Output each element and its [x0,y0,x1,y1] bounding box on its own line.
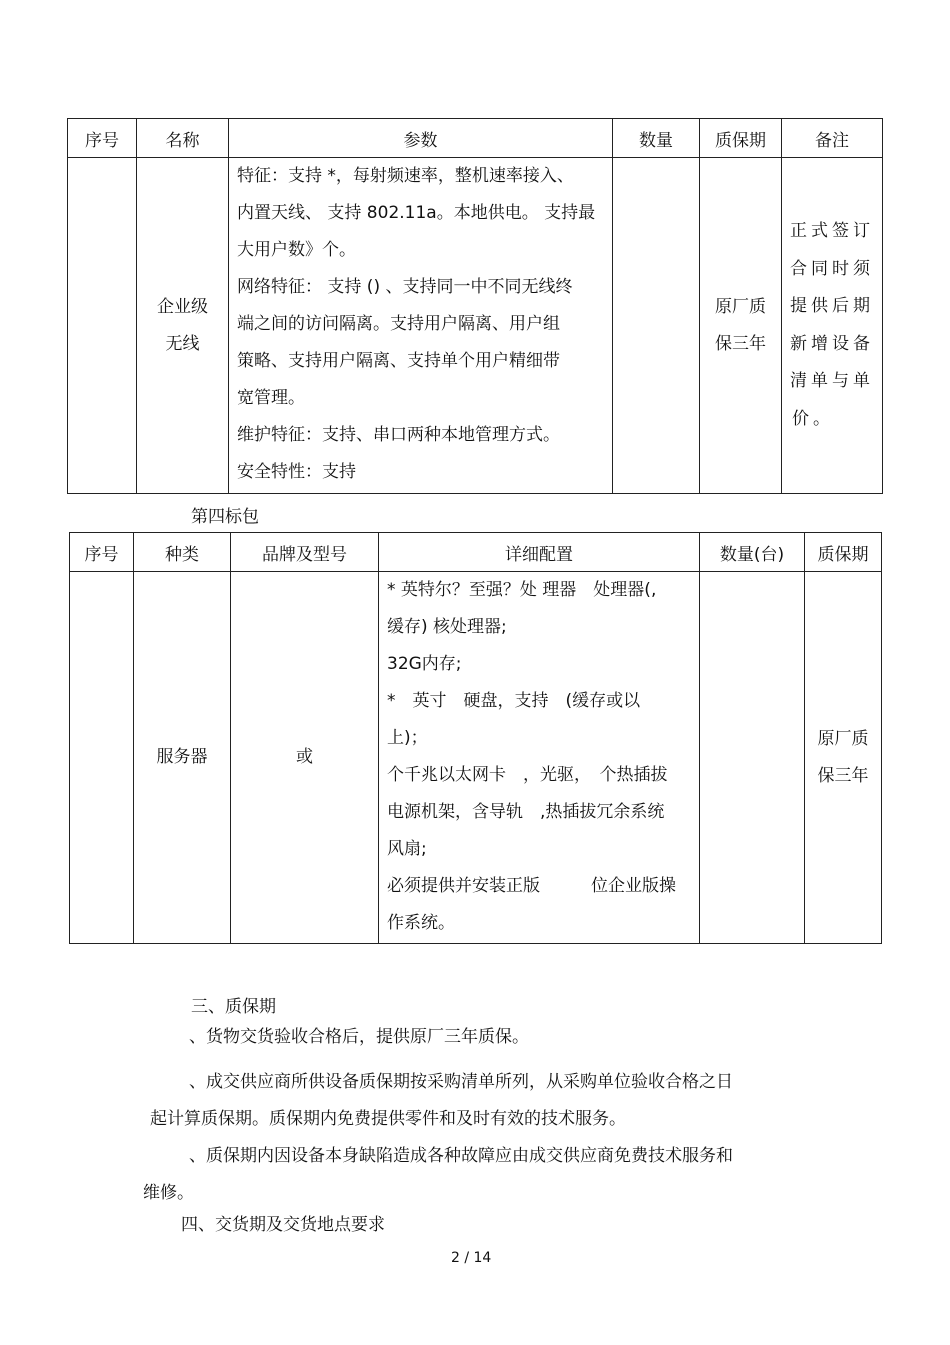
cell-index [70,572,134,944]
col-quantity: 数量 [613,119,700,158]
col-index: 序号 [70,533,134,572]
section4-title: 四、交货期及交货地点要求 [181,1215,385,1235]
paragraph-item1: 、货物交货验收合格后，提供原厂三年质保。 [189,1027,529,1047]
col-remark: 备注 [782,119,883,158]
cell-category: 服务器 [134,572,231,944]
cell-index [68,158,137,494]
table-row [68,158,883,494]
col-params: 参数 [229,119,613,158]
package-title: 第四标包 [191,507,259,527]
table-wireless [67,118,883,494]
table-header-row [68,119,883,158]
col-brand: 品牌及型号 [231,533,379,572]
cell-warranty: 原厂质 保三年 [700,158,782,494]
cell-config: * 英特尔？至强？处 理器 处理器(, 缓存) 核处理器; 32G内存; * 英寸 硬盘，支持 (缓存或以 上)； 个千兆以太网卡 ，光驱， 个热插拔 电源机架，含导轨 ,热插拔冗余系统 风扇; 必须提供并安装正版 位企业版操 作系统。 [379,572,700,944]
paragraph-item2-line2: 起计算质保期。质保期内免费提供零件和及时有效的技术服务。 [150,1109,626,1129]
cell-remark: 正式签订 合同时须 提供后期 新增设备 清单与单 价。 [782,158,883,494]
table-header-row [70,533,882,572]
paragraph-item3-line2: 维修。 [143,1183,194,1203]
cell-quantity [700,572,805,944]
cell-name: 企业级 无线 [137,158,229,494]
cell-quantity [613,158,700,494]
col-quantity: 数量(台) [700,533,805,572]
table-server [69,532,882,944]
page-number: 2 / 14 [451,1250,492,1266]
col-category: 种类 [134,533,231,572]
paragraph-item2-line1: 、成交供应商所供设备质保期按采购清单所列，从采购单位验收合格之日 [189,1072,733,1092]
col-warranty: 质保期 [700,119,782,158]
col-name: 名称 [137,119,229,158]
col-warranty: 质保期 [805,533,882,572]
cell-warranty: 原厂质 保三年 [805,572,882,944]
section3-title: 三、质保期 [191,997,276,1017]
cell-params: 特征：支持 *，每射频速率，整机速率接入、 内置天线、 支持 802.11a。本地供电。 支持最 大用户数》个。 网络特征： 支持 () 、支持同一中不同无线终 端之间的访问隔离。支持用户隔离、用户组 策略、支持用户隔离、支持单个用户精细带 宽管理。 维护特征：支持、串口两种本地管理方式。 安全特性：支持 [229,158,613,494]
col-index: 序号 [68,119,137,158]
cell-brand: 或 [231,572,379,944]
table-row [70,572,882,944]
col-config: 详细配置 [379,533,700,572]
paragraph-item3-line1: 、质保期内因设备本身缺陷造成各种故障应由成交供应商免费技术服务和 [189,1146,733,1166]
